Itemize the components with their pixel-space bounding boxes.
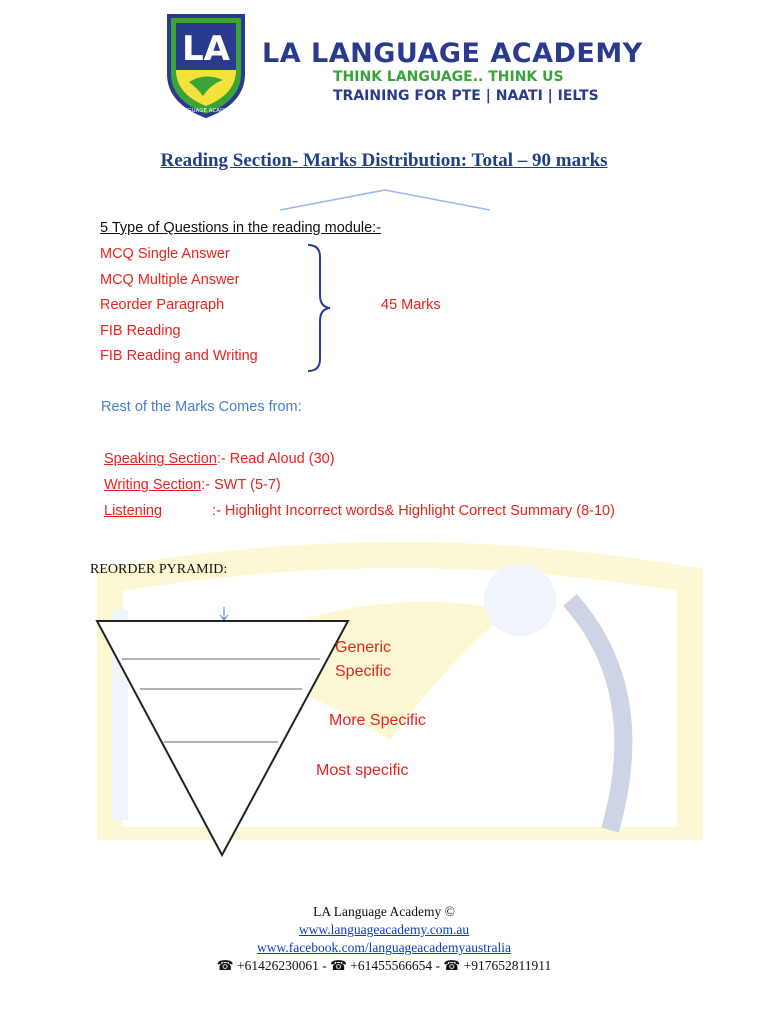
page-title [0, 150, 768, 172]
pyramid-label: REORDER PYRAMID: [90, 562, 228, 577]
rest-heading: Rest of the Marks Comes from: [101, 399, 302, 415]
source-label: Speaking Section [104, 451, 217, 467]
logo-caption: LANGUAGE ACADEMY [176, 108, 236, 114]
footer-facebook [0, 940, 768, 956]
footer-website [0, 922, 768, 938]
source-detail: :- SWT (5-7) [201, 477, 281, 493]
source-writing [104, 477, 281, 493]
reorder-pyramid-diagram [90, 605, 360, 865]
brand-training: TRAINING FOR PTE | NAATI | IELTS [333, 88, 599, 104]
list-item: FIB Reading [100, 322, 181, 339]
question-types-heading: 5 Type of Questions in the reading module:- [100, 220, 382, 236]
list-item: FIB Reading and Writing [100, 348, 258, 365]
source-detail: :- Read Aloud (30) [216, 451, 335, 467]
website-link[interactable]: www.languageacademy.com.au [298, 922, 470, 937]
list-item: MCQ Single Answer [100, 246, 230, 262]
pyramid-level-more-specific: More Specific [329, 712, 426, 729]
source-label: Writing Section [104, 477, 202, 493]
footer-copyright: LA Language Academy © [313, 904, 455, 919]
brand-name: LA LANGUAGE ACADEMY [262, 38, 643, 69]
logo-initials: LA [182, 29, 230, 69]
source-detail: :- Highlight Incorrect words& Highlight Correct Summary (8-10) [212, 503, 615, 519]
academy-logo-icon [165, 10, 247, 118]
list-item: Reorder Paragraph [100, 297, 225, 314]
footer-phones: ☎ +61426230061 - ☎ +61455566654 - ☎ +917652811911 [216, 958, 552, 973]
facebook-link[interactable]: www.facebook.com/languageacademyaustralia [256, 940, 511, 955]
right-brace-icon [304, 243, 334, 373]
source-label: Listening [104, 503, 163, 519]
list-item: MCQ Multiple Answer [100, 271, 240, 288]
page-title-text: Reading Section- Marks Distribution: Total – 90 marks [160, 150, 608, 171]
source-speaking [104, 451, 335, 467]
reading-marks: 45 Marks [381, 297, 441, 313]
title-triangle-decoration [280, 188, 490, 212]
brand-tagline: THINK LANGUAGE.. THINK US [333, 69, 564, 85]
pyramid-level-specific: Specific [335, 663, 392, 680]
question-types-list [100, 244, 258, 372]
source-listening [104, 503, 615, 519]
pyramid-level-generic: Generic [335, 639, 392, 656]
pyramid-level-most-specific: Most specific [316, 762, 409, 779]
